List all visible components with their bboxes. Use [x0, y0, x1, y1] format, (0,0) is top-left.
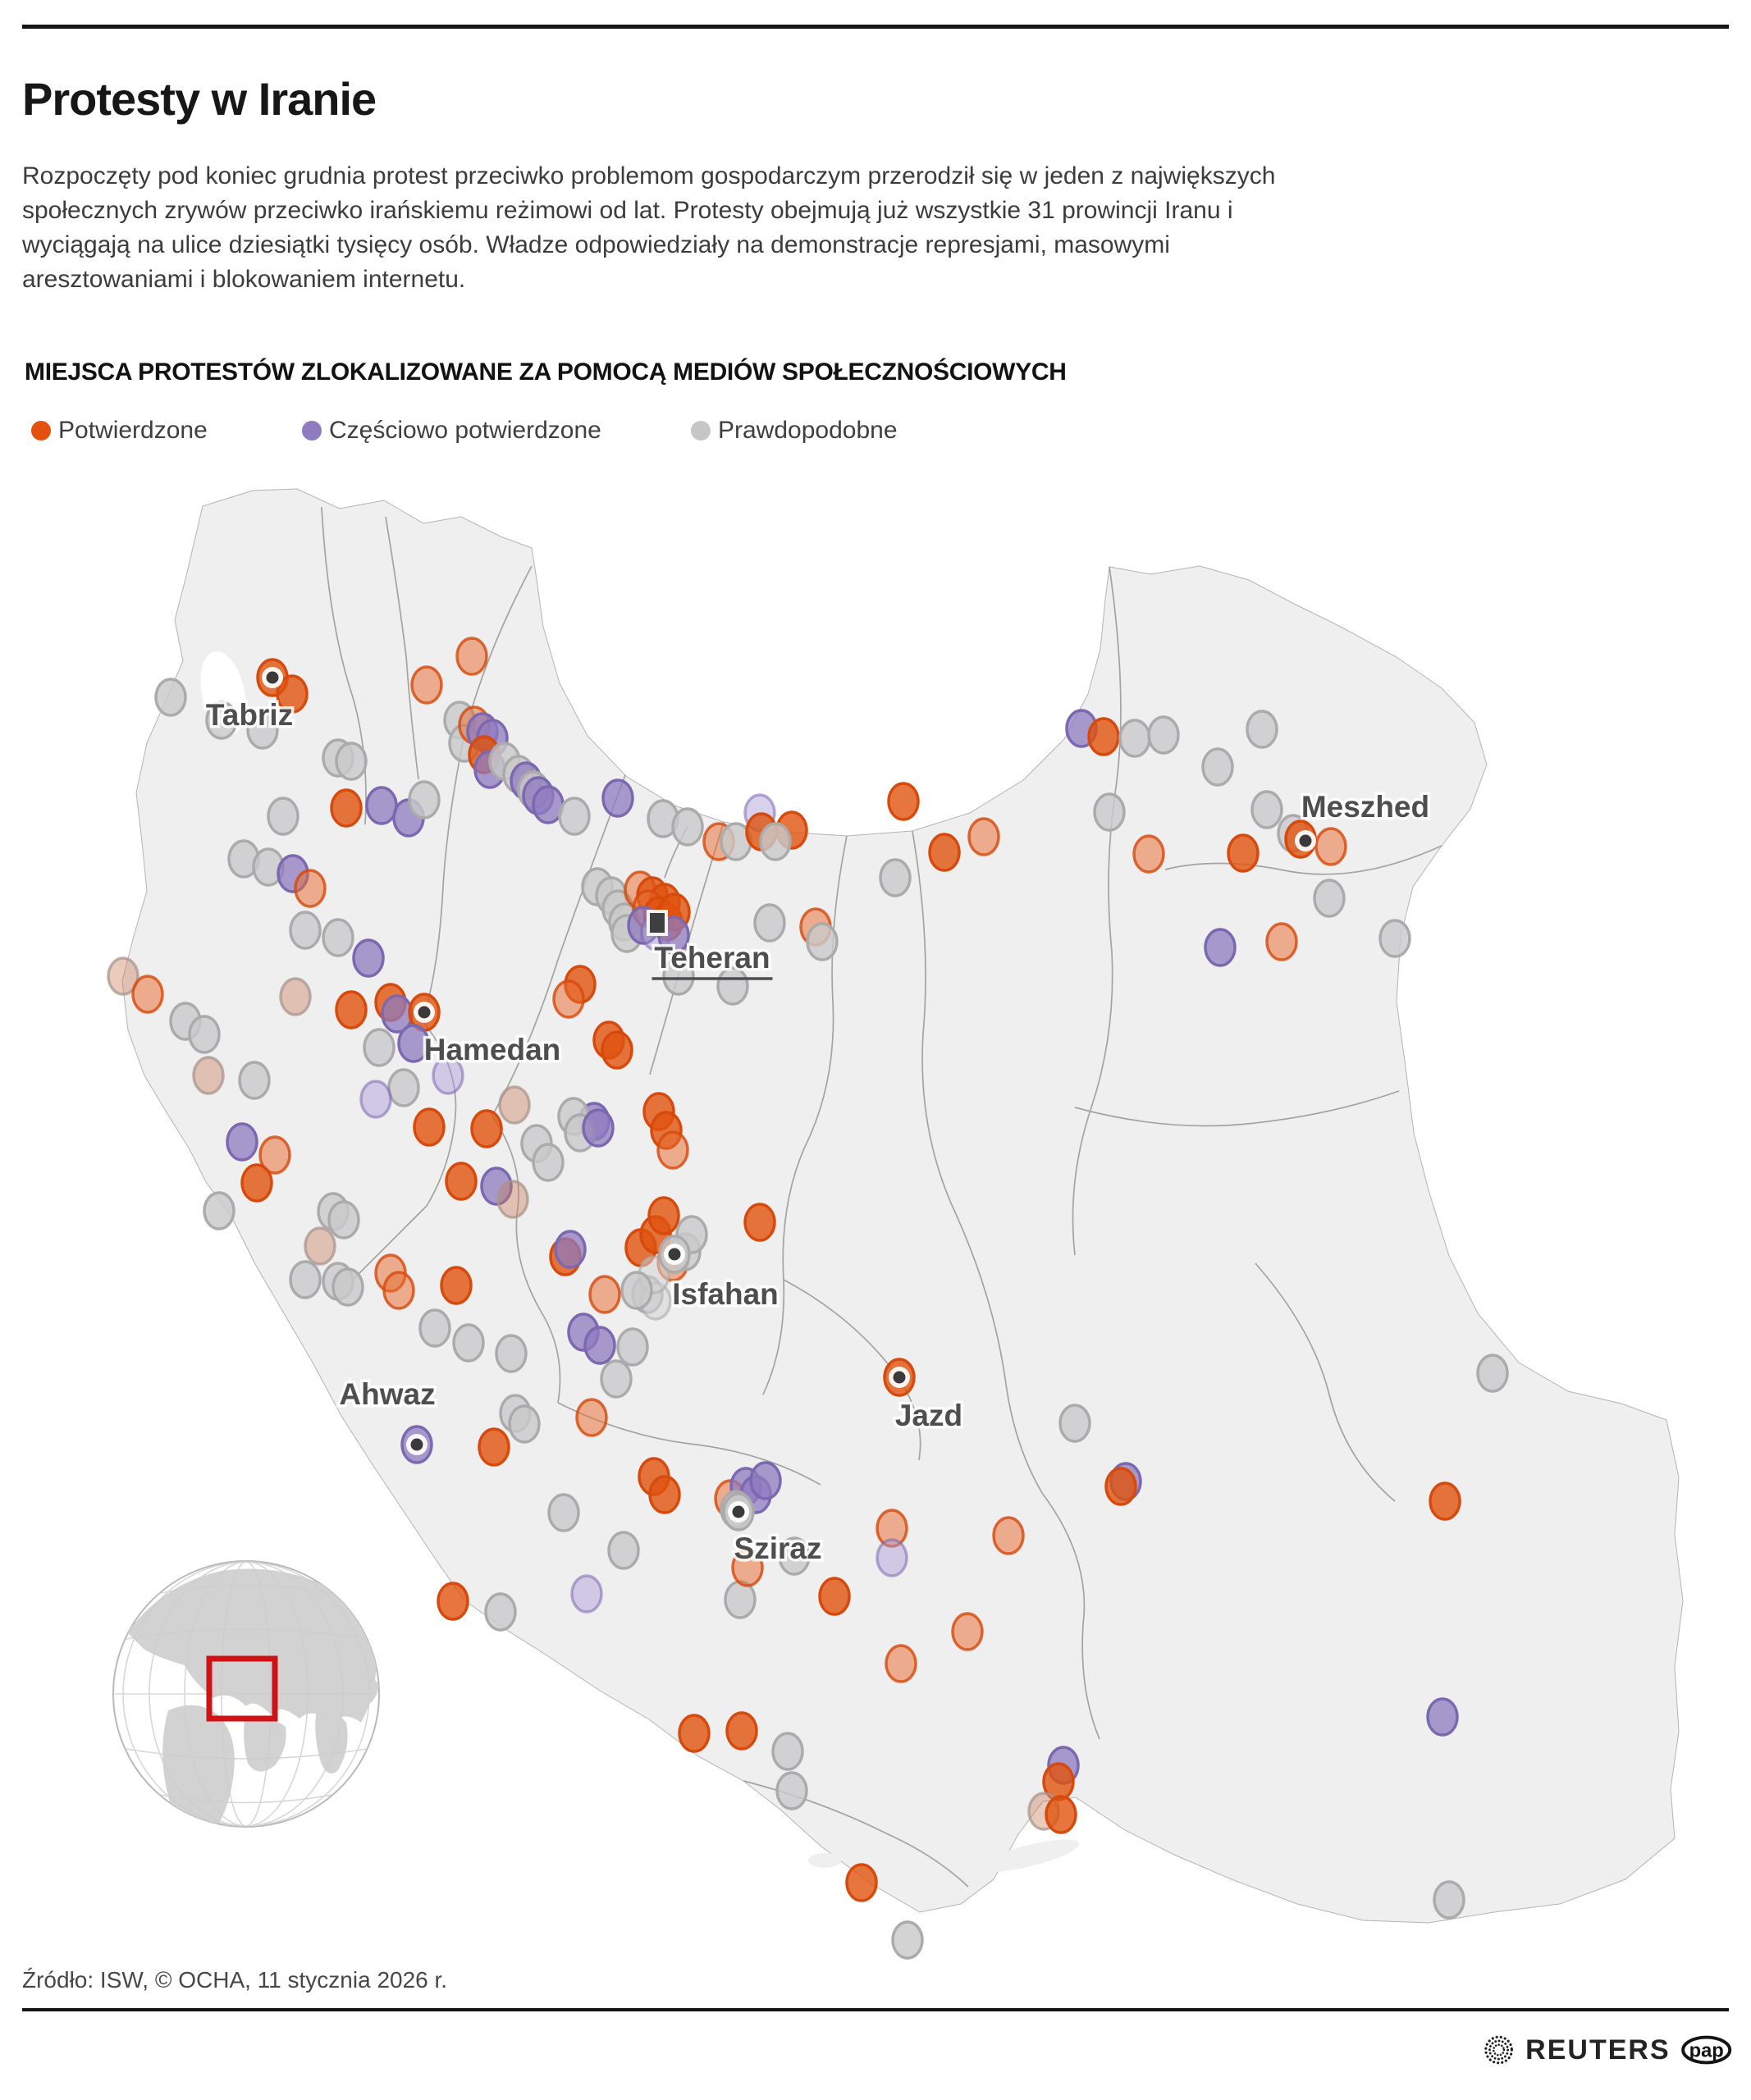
- protest-dot: [354, 940, 383, 976]
- protest-dot: [549, 1495, 578, 1531]
- protest-dot: [1203, 749, 1232, 785]
- protest-dot: [333, 1269, 363, 1305]
- protest-dot: [242, 1165, 272, 1201]
- protest-dot: [1247, 711, 1277, 747]
- protest-dot: [486, 1594, 515, 1630]
- protest-dot: [572, 1576, 601, 1612]
- protest-dot: [472, 1111, 501, 1147]
- protest-dot: [1252, 792, 1282, 828]
- protest-dot: [649, 1198, 679, 1234]
- protest-dot: [658, 1132, 688, 1168]
- protest-dot: [590, 1276, 619, 1312]
- protest-dot: [498, 1181, 528, 1217]
- protest-dot: [1430, 1483, 1460, 1519]
- protest-dot: [500, 1087, 529, 1123]
- city-marker-dot: [894, 1372, 906, 1384]
- protest-dot: [1089, 719, 1118, 755]
- protest-dot: [893, 1922, 922, 1958]
- city-marker-dot: [1300, 835, 1312, 847]
- city-label-jazd: Jazd: [894, 1399, 963, 1432]
- protest-dot: [496, 1335, 526, 1372]
- protest-dot: [290, 912, 320, 948]
- protest-dot: [880, 860, 910, 896]
- city-label-sziraz: Sziraz: [734, 1532, 822, 1565]
- source-line: Źródło: ISW, © OCHA, 11 stycznia 2026 r.: [22, 1967, 448, 1993]
- protest-dot: [777, 1773, 807, 1809]
- reuters-orb-icon: [1482, 2029, 1516, 2071]
- protest-dot: [889, 783, 918, 819]
- protest-dot: [420, 1310, 450, 1346]
- protest-dot: [1120, 720, 1150, 756]
- city-marker-dot: [418, 1007, 431, 1019]
- protest-dot: [1314, 880, 1344, 916]
- protest-dot: [583, 1110, 613, 1146]
- protest-dot: [622, 1272, 651, 1308]
- protest-dot: [446, 1163, 476, 1199]
- legend-label: Częściowo potwierdzone: [329, 417, 601, 444]
- protest-dot: [510, 1406, 539, 1442]
- protest-dot: [618, 1329, 647, 1365]
- city-marker-dot: [669, 1249, 681, 1261]
- protest-dot: [1134, 836, 1164, 872]
- protest-dot: [290, 1262, 320, 1298]
- protest-dot: [414, 1109, 444, 1145]
- city-label-ahwaz: Ahwaz: [339, 1377, 436, 1411]
- protest-dot: [329, 1202, 359, 1238]
- city-marker-dot: [267, 672, 279, 684]
- protest-dot: [1106, 1468, 1136, 1504]
- protest-dot: [1095, 794, 1124, 830]
- island: [889, 1882, 916, 1895]
- protest-dot: [438, 1583, 468, 1619]
- city-label-meszhed: Meszhed: [1301, 790, 1430, 824]
- protest-dot: [969, 819, 999, 855]
- protest-dot: [305, 1228, 335, 1264]
- city-label-tabriz: Tabriz: [205, 698, 294, 732]
- protest-dot: [240, 1062, 269, 1098]
- island: [808, 1853, 841, 1868]
- protest-dot: [1060, 1405, 1090, 1441]
- protest-dot: [367, 788, 396, 824]
- protest-dot: [268, 798, 298, 834]
- protest-dot: [295, 870, 325, 906]
- protest-dot: [761, 824, 790, 860]
- protest-dot: [807, 924, 837, 960]
- page-title: Protesty w Iranie: [22, 72, 377, 125]
- protest-dot: [577, 1399, 606, 1436]
- protest-dot: [133, 976, 162, 1012]
- protest-dot: [560, 798, 589, 834]
- city-label-hamedan: Hamedan: [423, 1033, 561, 1066]
- protest-dot: [331, 790, 361, 826]
- city-label-teheran: Teheran: [654, 941, 770, 975]
- protest-dot: [1380, 920, 1410, 956]
- locator-globe: [113, 1561, 379, 1840]
- bottom-rule: [22, 2008, 1729, 2011]
- protest-dot: [1205, 929, 1235, 966]
- intro-paragraph: Rozpoczęty pod koniec grudnia protest przeciwko problemom gospodarczym przerodził się w jeden z największych społecznych zrywów przeciwko irańskiemu reżimowi od lat. Protesty obejmują już wszystkie 31 prowincji Iranu i wyciągają na ulice dziesiątki tysięcy osób. Władze odpowiedziały na demonstracje represjami, masowymi aresztowaniami i blokowaniem internetu.: [22, 162, 1276, 293]
- city-label-isfahan: Isfahan: [672, 1277, 779, 1311]
- protest-dot: [1428, 1699, 1457, 1735]
- protest-dot: [479, 1429, 509, 1465]
- protest-dot: [930, 834, 959, 870]
- protest-dot: [441, 1267, 471, 1303]
- protest-dot: [555, 1231, 585, 1267]
- protest-dot: [361, 1081, 391, 1117]
- city-marker-dot: [411, 1439, 423, 1451]
- protest-dot: [454, 1325, 483, 1361]
- protest-dot: [281, 979, 310, 1015]
- pap-logo: [1680, 2031, 1732, 2069]
- protest-dot: [412, 667, 441, 703]
- capital-square-marker: [648, 911, 666, 934]
- protest-dot: [389, 1070, 418, 1106]
- protest-dot: [994, 1518, 1023, 1554]
- protest-dot: [1046, 1796, 1076, 1833]
- protest-dot: [886, 1646, 916, 1682]
- protest-dot: [1316, 829, 1346, 865]
- protest-dot: [603, 780, 633, 816]
- protest-dot: [755, 905, 784, 941]
- protest-dot: [1434, 1882, 1464, 1918]
- city-marker-dot: [733, 1506, 745, 1518]
- map-subtitle: MIEJSCA PROTESTÓW ZLOKALIZOWANE ZA POMOCĄ MEDIÓW SPOŁECZNOŚCIOWYCH: [25, 358, 1067, 386]
- protest-dot: [1228, 835, 1258, 871]
- protest-dot: [554, 981, 583, 1017]
- protest-dot: [364, 1029, 394, 1066]
- protest-dot: [409, 782, 439, 818]
- protest-dot: [745, 1204, 775, 1240]
- protest-dot: [609, 1532, 638, 1568]
- protest-dot: [227, 1124, 257, 1160]
- protest-dot: [156, 679, 185, 715]
- protest-dot: [679, 1715, 709, 1751]
- protest-dot: [820, 1578, 849, 1614]
- protest-dot: [877, 1540, 907, 1576]
- protest-dot: [953, 1614, 982, 1650]
- protest-dot: [336, 992, 366, 1028]
- protest-dot: [673, 809, 702, 845]
- protest-dot: [204, 1193, 234, 1229]
- legend-label: Potwierdzone: [58, 417, 208, 444]
- footer-logos: [1482, 2025, 1732, 2075]
- protest-dot: [336, 743, 366, 779]
- protest-dot: [384, 1272, 414, 1308]
- protest-dot: [1149, 717, 1178, 753]
- protest-dot: [585, 1327, 615, 1363]
- protest-dot: [725, 1582, 755, 1618]
- protest-dot: [1267, 924, 1296, 960]
- protest-dot: [751, 1463, 780, 1499]
- protest-dot: [650, 1477, 679, 1513]
- protest-dot: [190, 1016, 219, 1052]
- protest-dot: [601, 1361, 631, 1397]
- protest-dot: [847, 1865, 876, 1901]
- svg-text:pap: pap: [1689, 2039, 1724, 2062]
- legend-label: Prawdopodobne: [718, 417, 898, 444]
- protest-dot: [727, 1713, 757, 1749]
- protest-dot: [457, 638, 487, 674]
- protest-dot: [533, 1144, 563, 1180]
- protest-dot: [602, 1032, 632, 1068]
- reuters-logo: REUTERS: [1525, 2034, 1671, 2066]
- protest-dot: [773, 1733, 802, 1769]
- protest-dot: [323, 920, 353, 956]
- protest-dot: [194, 1057, 223, 1093]
- protest-dot: [1478, 1355, 1507, 1391]
